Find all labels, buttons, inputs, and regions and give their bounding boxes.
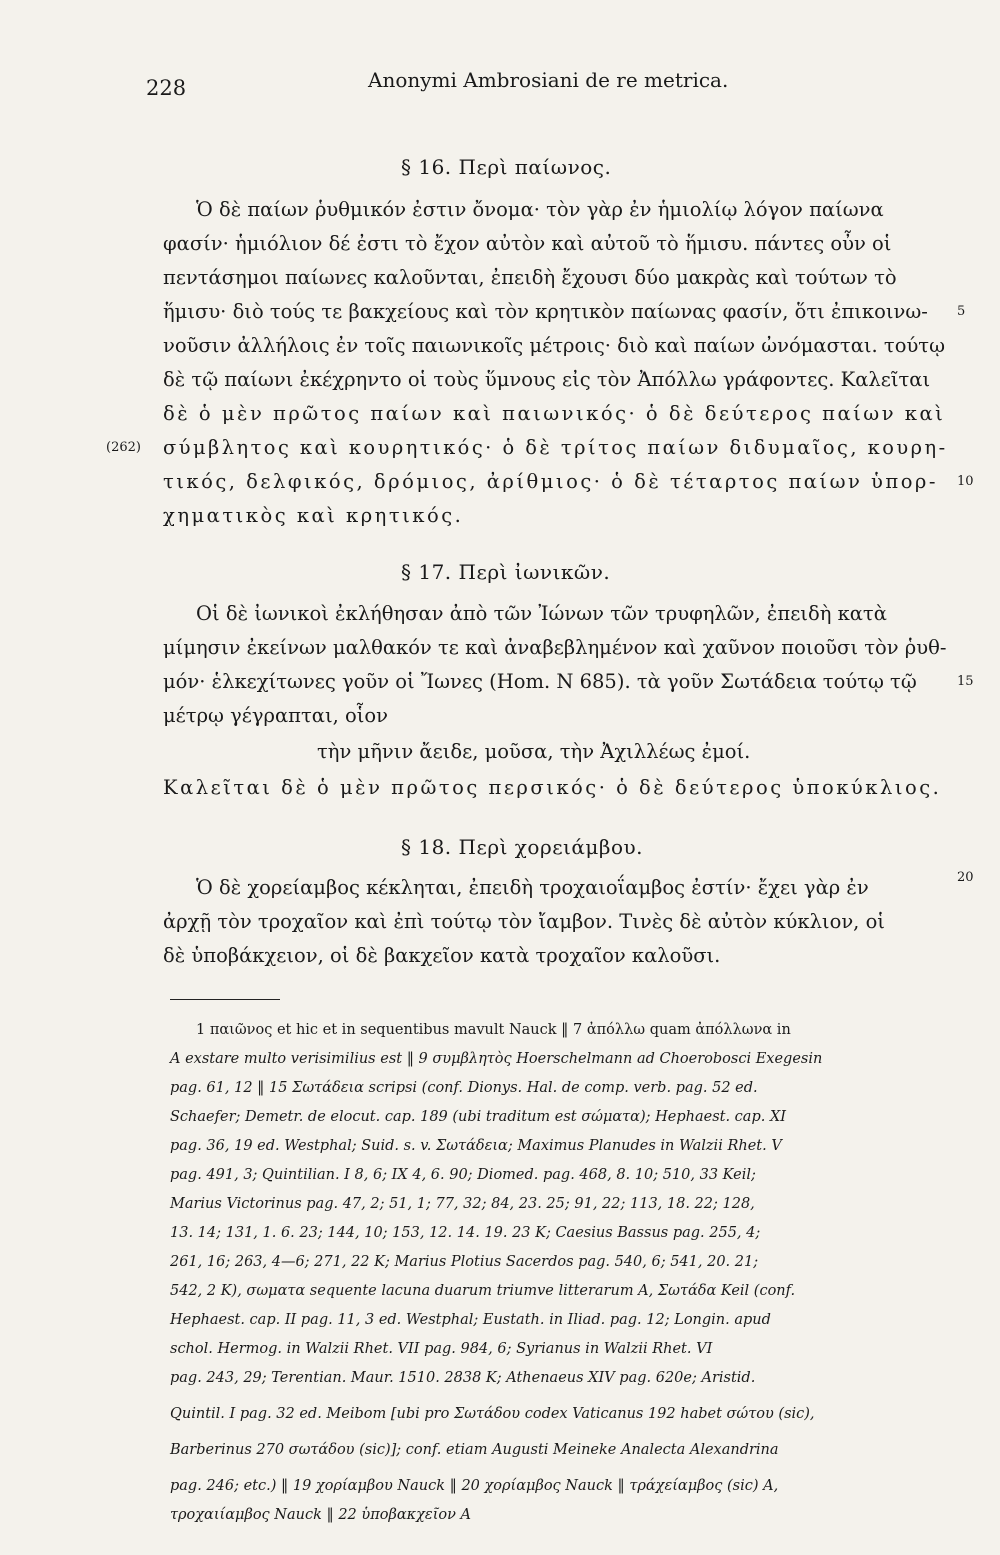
text-line: μίμησιν ἐκείνων μαλθακόν τε καὶ ἀναβεβλημένον καὶ χαῦνον ποιοῦσι τὸν ῥυθ- [163, 636, 947, 659]
text-line: Καλεῖται δὲ ὁ μὲν πρῶτος περσικός· ὁ δὲ δεύτερος ὑποκύκλιος. [163, 776, 942, 799]
running-title: Anonymi Ambrosiani de re metrica. [368, 68, 729, 92]
footnote-line: pag. 246; etc.) ‖ 19 χορίαμβου Nauck ‖ 20 χορίαμβος Nauck ‖ τράχείαμβος (sic) A, [170, 1478, 779, 1494]
page-header [146, 68, 866, 102]
footnote-line: pag. 491, 3; Quintilian. I 8, 6; IX 4, 6. 90; Diomed. pag. 468, 8. 10; 510, 33 Keil; [170, 1167, 756, 1183]
margin-note: (262) [106, 440, 141, 455]
footnote-line: pag. 36, 19 ed. Westphal; Suid. s. v. Σωτάδεια; Maximus Planudes in Walzii Rhet. V [170, 1138, 782, 1154]
footnote-line: Hephaest. cap. II pag. 11, 3 ed. Westphal; Eustath. in Iliad. pag. 12; Longin. apud [170, 1312, 771, 1328]
text-line: Ὁ δὲ παίων ῥυθμικόν ἐστιν ὄνομα· τὸν γὰρ ἐν ἡμιολίῳ λόγον παίωνα [196, 198, 884, 221]
text-line: τικός, δελφικός, δρόμιος, ἀρίθμιος· ὁ δὲ τέταρτος παίων ὑπορ- [163, 470, 938, 493]
line-number-5: 5 [957, 304, 966, 319]
footnote-line: 542, 2 K), σωματα sequente lacuna duarum triumve litterarum A, Σωτάδα Keil (conf. [170, 1283, 796, 1299]
text-line: δὲ τῷ παίωνι ἐκέχρηντο οἱ τοὺς ὕμνους εἰς τὸν Ἀπόλλω γράφοντες. Καλεῖται [163, 368, 931, 391]
section-heading-17: § 17. Περὶ ἰωνικῶν. [401, 560, 611, 584]
footnote-line: pag. 243, 29; Terentian. Maur. 1510. 2838 K; Athenaeus XIV pag. 620e; Aristid. [170, 1370, 756, 1386]
text-line: Ὁ δὲ χορείαμβος κέκληται, ἐπειδὴ τροχαιοΐαμβος ἐστίν· ἔχει γὰρ ἐν [196, 876, 869, 899]
footnote-line: 1 παιῶνος et hic et in sequentibus mavult Nauck ‖ 7 ἀπόλλω quam ἀπόλλωνα in [196, 1022, 791, 1038]
footnote-line: Schaefer; Demetr. de elocut. cap. 189 (ubi traditum est σώματα); Hephaest. cap. XI [170, 1109, 786, 1125]
section-heading-16: § 16. Περὶ παίωνος. [401, 155, 612, 179]
line-number-10: 10 [957, 474, 974, 489]
footnote-rule [170, 999, 280, 1000]
text-line: νοῦσιν ἀλλήλοις ἐν τοῖς παιωνικοῖς μέτροις· διὸ καὶ παίων ὠνόμασται. τούτῳ [163, 334, 945, 357]
footnote-line: pag. 61, 12 ‖ 15 Σωτάδεια scripsi (conf. Dionys. Hal. de comp. verb. pag. 52 ed. [170, 1080, 758, 1096]
text-line: πεντάσημοι παίωνες καλοῦνται, ἐπειδὴ ἔχουσι δύο μακρὰς καὶ τούτων τὸ [163, 266, 897, 289]
footnote-line: A exstare multo verisimilius est ‖ 9 συμβλητὸς Hoerschelmann ad Choerobosci Exegesin [170, 1051, 823, 1067]
footnote-line: schol. Hermog. in Walzii Rhet. VII pag. 984, 6; Syrianus in Walzii Rhet. VI [170, 1341, 713, 1357]
text-line: μέτρῳ γέγραπται, οἷον [163, 704, 388, 727]
text-line: μόν· ἑλκεχίτωνες γοῦν οἱ Ἴωνες (Hom. N 685). τὰ γοῦν Σωτάδεια τούτῳ τῷ [163, 670, 917, 693]
text-line: φασίν· ἡμιόλιον δέ ἐστι τὸ ἔχον αὐτὸν καὶ αὐτοῦ τὸ ἥμισυ. πάντες οὖν οἱ [163, 232, 892, 255]
page-number: 228 [146, 76, 187, 100]
text-line: Οἱ δὲ ἰωνικοὶ ἐκλήθησαν ἀπὸ τῶν Ἰώνων τῶν τρυφηλῶν, ἐπειδὴ κατὰ [196, 602, 887, 625]
line-number-20: 20 [957, 870, 974, 885]
section-heading-18: § 18. Περὶ χορειάμβου. [401, 835, 644, 859]
line-number-15: 15 [957, 674, 974, 689]
text-line: ἀρχῇ τὸν τροχαῖον καὶ ἐπὶ τούτῳ τὸν ἴαμβον. Τινὲς δὲ αὐτὸν κύκλιον, οἱ [163, 910, 885, 933]
footnote-line: 13. 14; 131, 1. 6. 23; 144, 10; 153, 12. 14. 19. 23 K; Caesius Bassus pag. 255, 4; [170, 1225, 761, 1241]
text-line: σύμβλητος καὶ κουρητικός· ὁ δὲ τρίτος παίων διδυμαῖος, κουρη- [163, 436, 948, 459]
footnote-line: Quintil. I pag. 32 ed. Meibom [ubi pro Σωτάδου codex Vaticanus 192 habet σώτου (sic), [170, 1406, 815, 1422]
footnote-line: 261, 16; 263, 4—6; 271, 22 K; Marius Plotius Sacerdos pag. 540, 6; 541, 20. 21; [170, 1254, 759, 1270]
text-line: ἥμισυ· διὸ τούς τε βακχείους καὶ τὸν κρητικὸν παίωνας φασίν, ὅτι ἐπικοινω- [163, 300, 928, 323]
text-line: δὲ ὁ μὲν πρῶτος παίων καὶ παιωνικός· ὁ δὲ δεύτερος παίων καὶ [163, 402, 946, 425]
text-line: χηματικὸς καὶ κρητικός. [163, 504, 464, 527]
verse-quote: τὴν μῆνιν ἄειδε, μοῦσα, τὴν Ἀχιλλέως ἐμοί. [317, 740, 751, 763]
footnote-line: τροχαιίαμβος Nauck ‖ 22 ὑποβακχεῖον A [170, 1507, 472, 1523]
text-line: δὲ ὑποβάκχειον, οἱ δὲ βακχεῖον κατὰ τροχαῖον καλοῦσι. [163, 944, 721, 967]
footnote-line: Marius Victorinus pag. 47, 2; 51, 1; 77, 32; 84, 23. 25; 91, 22; 113, 18. 22; 128, [170, 1196, 755, 1212]
footnote-line: Barberinus 270 σωτάδου (sic)]; conf. etiam Augusti Meineke Analecta Alexandrina [170, 1442, 779, 1458]
